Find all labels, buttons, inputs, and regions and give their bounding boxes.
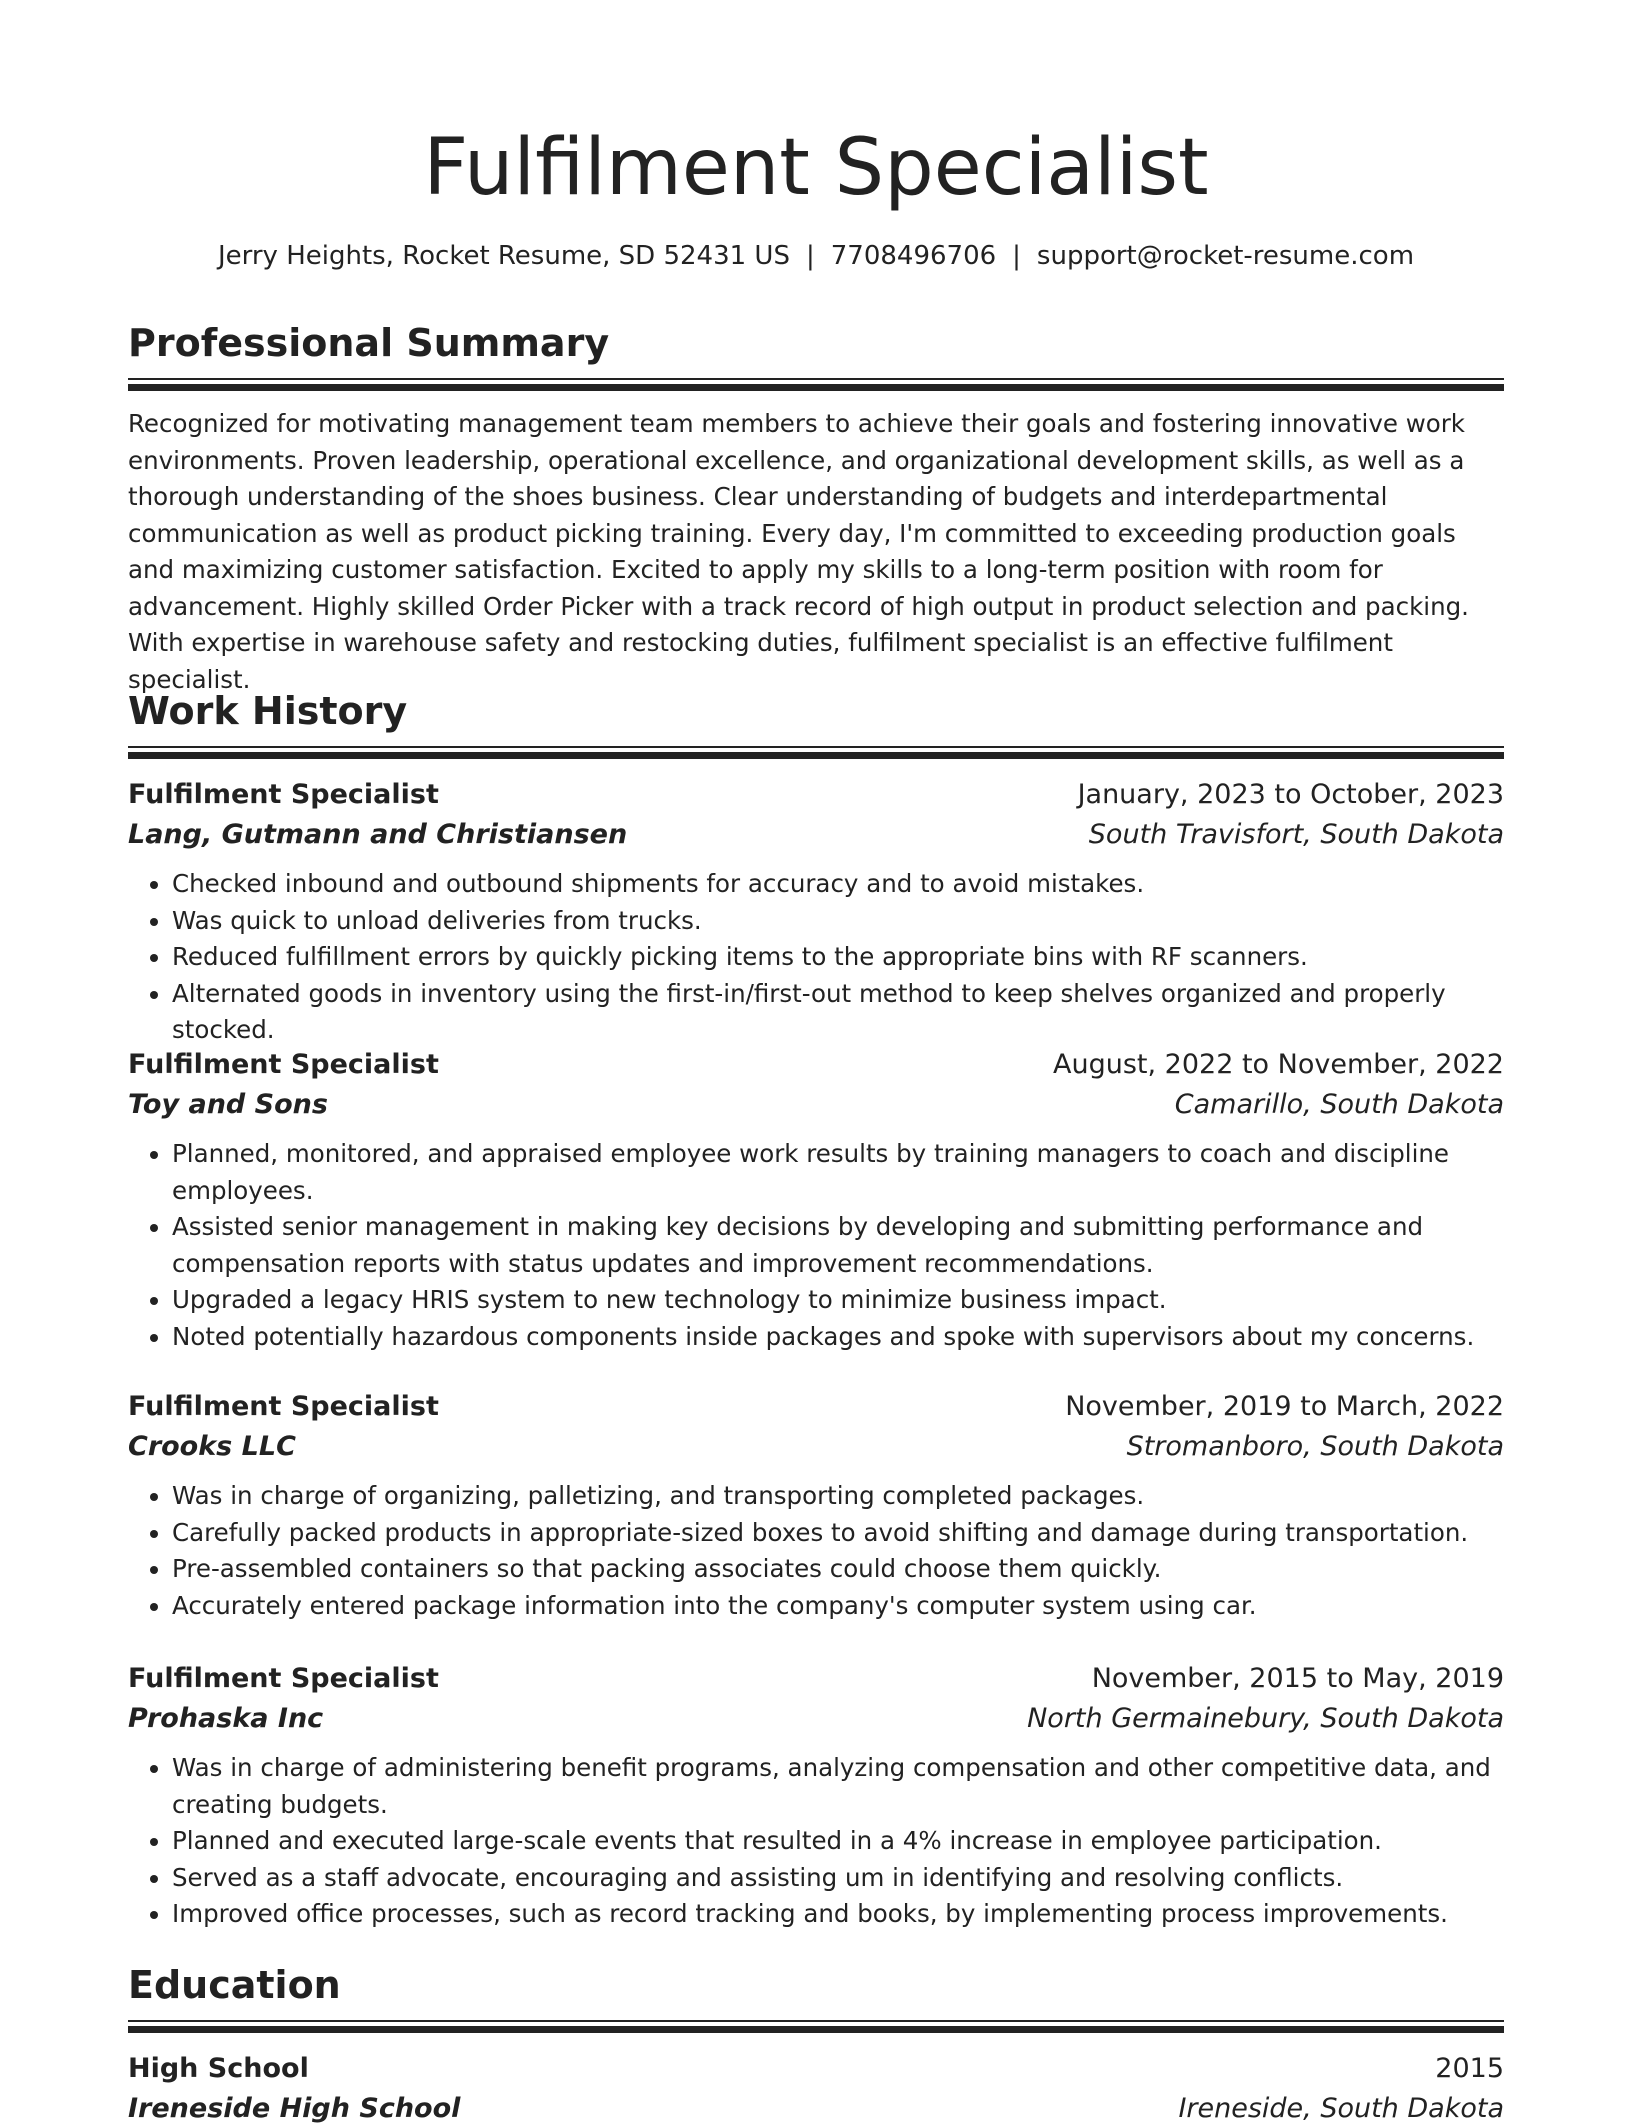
job-entry [128,1388,1504,1624]
section-divider [128,2026,1504,2033]
education-entry [128,2050,1504,2128]
education-year: 2015 [1435,2053,1504,2084]
summary-text: Recognized for motivating management team members to achieve their goals and fostering innovative work environments. Proven leadership, operational excellence, and organizational development skills, as well as a thorough understanding of the shoes business. Clear understanding of budgets and interdepartmental communication as well as product picking training. Every day, I'm committed to exceeding production goals and maximizing customer satisfaction. Excited to apply my skills to a long-term position with room for advancement. Highly skilled Order Picker with a track record of high output in product selection and packing. With expertise in warehouse safety and restocking duties, fulfilment specialist is an effective fulfilment specialist. [128,409,1469,694]
job-location: Camarillo, South Dakota [1174,1089,1504,1120]
education-section-header [128,1960,1504,2033]
job-location: Stromanboro, South Dakota [1126,1431,1504,1462]
job-company: Crooks LLC [128,1431,296,1462]
contact-phone: 7708496706 [830,241,997,271]
list-item: • Carefully packed products in appropriate-sized boxes to avoid shifting and damage during transportation. [172,1515,1504,1552]
education-location: Ireneside, South Dakota [1178,2093,1504,2124]
list-item: • Noted potentially hazardous components inside packages and spoke with supervisors about my concerns. [172,1319,1504,1356]
job-bullets [128,1136,1504,1355]
list-item: • Was in charge of administering benefit programs, analyzing compensation and other competitive data, and creating budgets. [172,1750,1504,1823]
job-entry [128,1046,1504,1355]
list-item: • Served as a staff advocate, encouraging and assisting um in identifying and resolving conflicts. [172,1860,1504,1897]
education-school: Ireneside High School [128,2093,461,2124]
job-bullets [128,1750,1504,1933]
section-heading-education: Education [128,1963,341,2007]
job-bullets [128,866,1504,1049]
candidate-name: Fulfilment Specialist [423,123,1209,213]
list-item: • Assisted senior management in making key decisions by developing and submitting performance and compensation reports with status updates and improvement recommendations. [172,1209,1504,1282]
job-company: Lang, Gutmann and Christiansen [128,819,628,850]
list-item: • Upgraded a legacy HRIS system to new technology to minimize business impact. [172,1282,1504,1319]
job-title: Fulfilment Specialist [128,1049,439,1080]
job-title: Fulfilment Specialist [128,1391,439,1422]
section-divider [128,378,1504,380]
job-dates: November, 2019 to March, 2022 [1065,1391,1504,1422]
section-heading-work: Work History [128,689,408,733]
section-heading-summary: Professional Summary [128,321,610,365]
job-location: South Travisfort, South Dakota [1088,819,1504,850]
list-item: • Was in charge of organizing, palletizing, and transporting completed packages. [172,1478,1504,1515]
list-item: • Checked inbound and outbound shipments for accuracy and to avoid mistakes. [172,866,1504,903]
job-entry [128,776,1504,1049]
section-divider [128,752,1504,759]
list-item: • Improved office processes, such as record tracking and books, by implementing process improvements. [172,1896,1504,1933]
education-degree: High School [128,2053,309,2084]
job-title: Fulfilment Specialist [128,779,439,810]
list-item: • Planned, monitored, and appraised employee work results by training managers to coach and discipline employees. [172,1136,1504,1209]
job-entry [128,1660,1504,1933]
contact-email: support@rocket-resume.com [1036,241,1415,271]
work-section-header [128,686,1504,759]
section-divider [128,384,1504,391]
section-divider [128,746,1504,748]
contact-separator: | [805,241,815,271]
job-dates: January, 2023 to October, 2023 [1077,779,1504,810]
contact-separator: | [1012,241,1021,271]
list-item: • Alternated goods in inventory using the first-in/first-out method to keep shelves organized and properly stocked. [172,976,1504,1049]
job-company: Toy and Sons [128,1089,328,1120]
list-item: • Reduced fulfillment errors by quickly picking items to the appropriate bins with RF scanners. [172,939,1504,976]
contact-address: Jerry Heights, Rocket Resume, SD 52431 US [217,241,790,271]
list-item: • Planned and executed large-scale events that resulted in a 4% increase in employee participation. [172,1823,1504,1860]
job-location: North Germainebury, South Dakota [1027,1703,1504,1734]
job-title: Fulfilment Specialist [128,1663,439,1694]
job-company: Prohaska Inc [128,1703,324,1734]
section-divider [128,2020,1504,2022]
job-dates: November, 2015 to May, 2019 [1091,1663,1504,1694]
summary-section-header [128,318,1504,391]
job-dates: August, 2022 to November, 2022 [1053,1049,1504,1080]
list-item: • Pre-assembled containers so that packing associates could choose them quickly. [172,1551,1504,1588]
list-item: • Accurately entered package information into the company's computer system using car. [172,1588,1504,1625]
list-item: • Was quick to unload deliveries from trucks. [172,903,1504,940]
job-bullets [128,1478,1504,1624]
contact-line [128,238,1504,274]
